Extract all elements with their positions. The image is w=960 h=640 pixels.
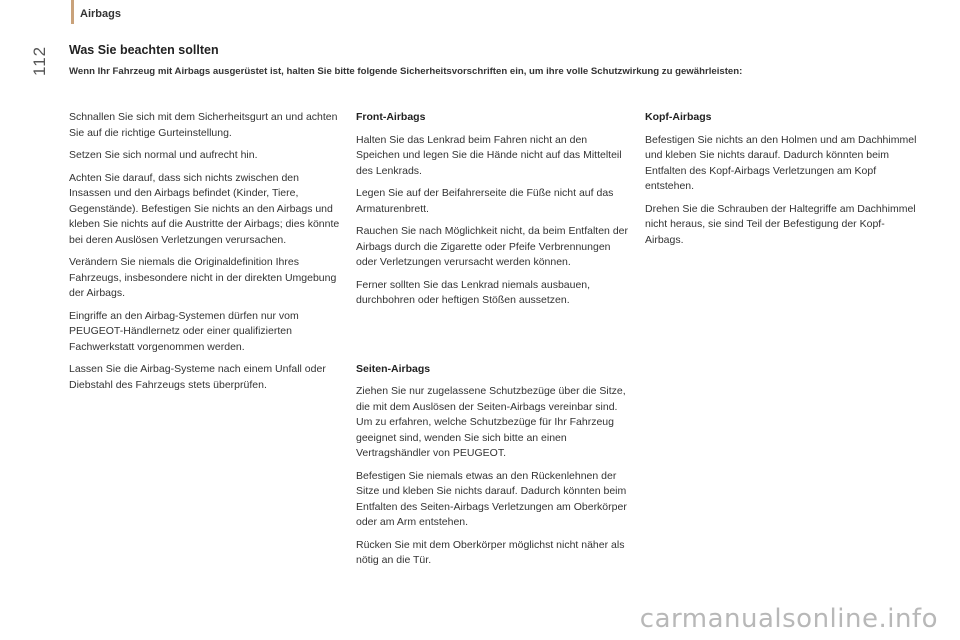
intro-text: Wenn Ihr Fahrzeug mit Airbags ausgerüstet ist, halten Sie bitte folgende Sicherheitsvorschriften ein, um ihre volle Schutzwirkung zu gewährleisten: <box>69 66 743 77</box>
paragraph: Befestigen Sie niemals etwas an den Rückenlehnen der Sitze und kleben Sie nichts darauf. Dadurch könnten beim Entfalten des Seiten-Airbags Verletzungen am Oberkörper oder am Arm entstehen. <box>356 469 627 528</box>
column-head <box>645 110 920 255</box>
paragraph: Halten Sie das Lenkrad beim Fahren nicht an den Speichen und legen Sie die Hände nicht auf das Mittelteil des Lenkrads. <box>356 133 622 177</box>
paragraph: Ziehen Sie nur zugelassene Schutzbezüge über die Sitze, die mit dem Auslösen der Seiten-Airbags vereinbar sind. Um zu erfahren, welche Schutzbezüge für Ihr Fahrzeug geeignet sind, wenden Sie sich bitte an einen Vertragshändler von PEUGEOT. <box>356 385 626 459</box>
watermark: carmanualsonline.info <box>639 604 938 634</box>
column-front-side <box>356 110 631 576</box>
paragraph: Befestigen Sie nichts an den Holmen und am Dachhimmel und kleben Sie nichts darauf. Dadurch könnten beim Entfalten des Kopf-Airbags Verletzungen am Kopf entstehen. <box>645 133 917 192</box>
head-airbags-heading: Kopf-Airbags <box>645 111 712 123</box>
paragraph: Eingriffe an den Airbag-Systemen dürfen nur vom PEUGEOT-Händlernetz oder einer qualifizierten Fachwerkstatt vorgenommen werden. <box>69 309 299 353</box>
paragraph: Rücken Sie mit dem Oberkörper möglichst nicht näher als nötig an die Tür. <box>356 538 625 566</box>
paragraph: Drehen Sie die Schrauben der Haltegriffe am Dachhimmel nicht heraus, sie sind Teil der Befestigung der Kopf-Airbags. <box>645 202 916 246</box>
paragraph: Lassen Sie die Airbag-Systeme nach einem Unfall oder Diebstahl des Fahrzeugs stets überprüfen. <box>69 363 326 391</box>
column-general <box>69 110 341 400</box>
front-airbags-heading: Front-Airbags <box>356 111 426 123</box>
page-number: 112 <box>30 45 49 76</box>
paragraph: Setzen Sie sich normal und aufrecht hin. <box>69 149 258 161</box>
paragraph: Achten Sie darauf, dass sich nichts zwischen den Insassen und den Airbags befindet (Kinder, Tiere, Gegenstände). Befestigen Sie nichts an den Airbags und kleben Sie nichts auf die Austritte der Airbags; dies könnte bei deren Auslösen Verletzungen verursachen. <box>69 171 340 246</box>
paragraph: Ferner sollten Sie das Lenkrad niemals ausbauen, durchbohren oder heftigen Stößen aussetzen. <box>356 278 591 306</box>
paragraph: Legen Sie auf der Beifahrerseite die Füße nicht auf das Armaturenbrett. <box>356 187 614 215</box>
section-label: Airbags <box>80 8 121 20</box>
side-airbags-heading: Seiten-Airbags <box>356 362 431 375</box>
spacer <box>356 316 631 362</box>
paragraph: Schnallen Sie sich mit dem Sicherheitsgurt an und achten Sie auf die richtige Gurteinstellung. <box>69 111 338 139</box>
paragraph: Rauchen Sie nach Möglichkeit nicht, da beim Entfalten der Airbags durch die Zigarette oder Pfeife Verbrennungen oder Verletzungen verursacht werden können. <box>356 225 628 268</box>
section-accent-bar <box>71 0 74 24</box>
page-title: Was Sie beachten sollten <box>69 43 219 57</box>
paragraph: Verändern Sie niemals die Originaldefinition Ihres Fahrzeugs, insbesondere nicht in der direkten Umgebung der Airbags. <box>69 256 337 299</box>
